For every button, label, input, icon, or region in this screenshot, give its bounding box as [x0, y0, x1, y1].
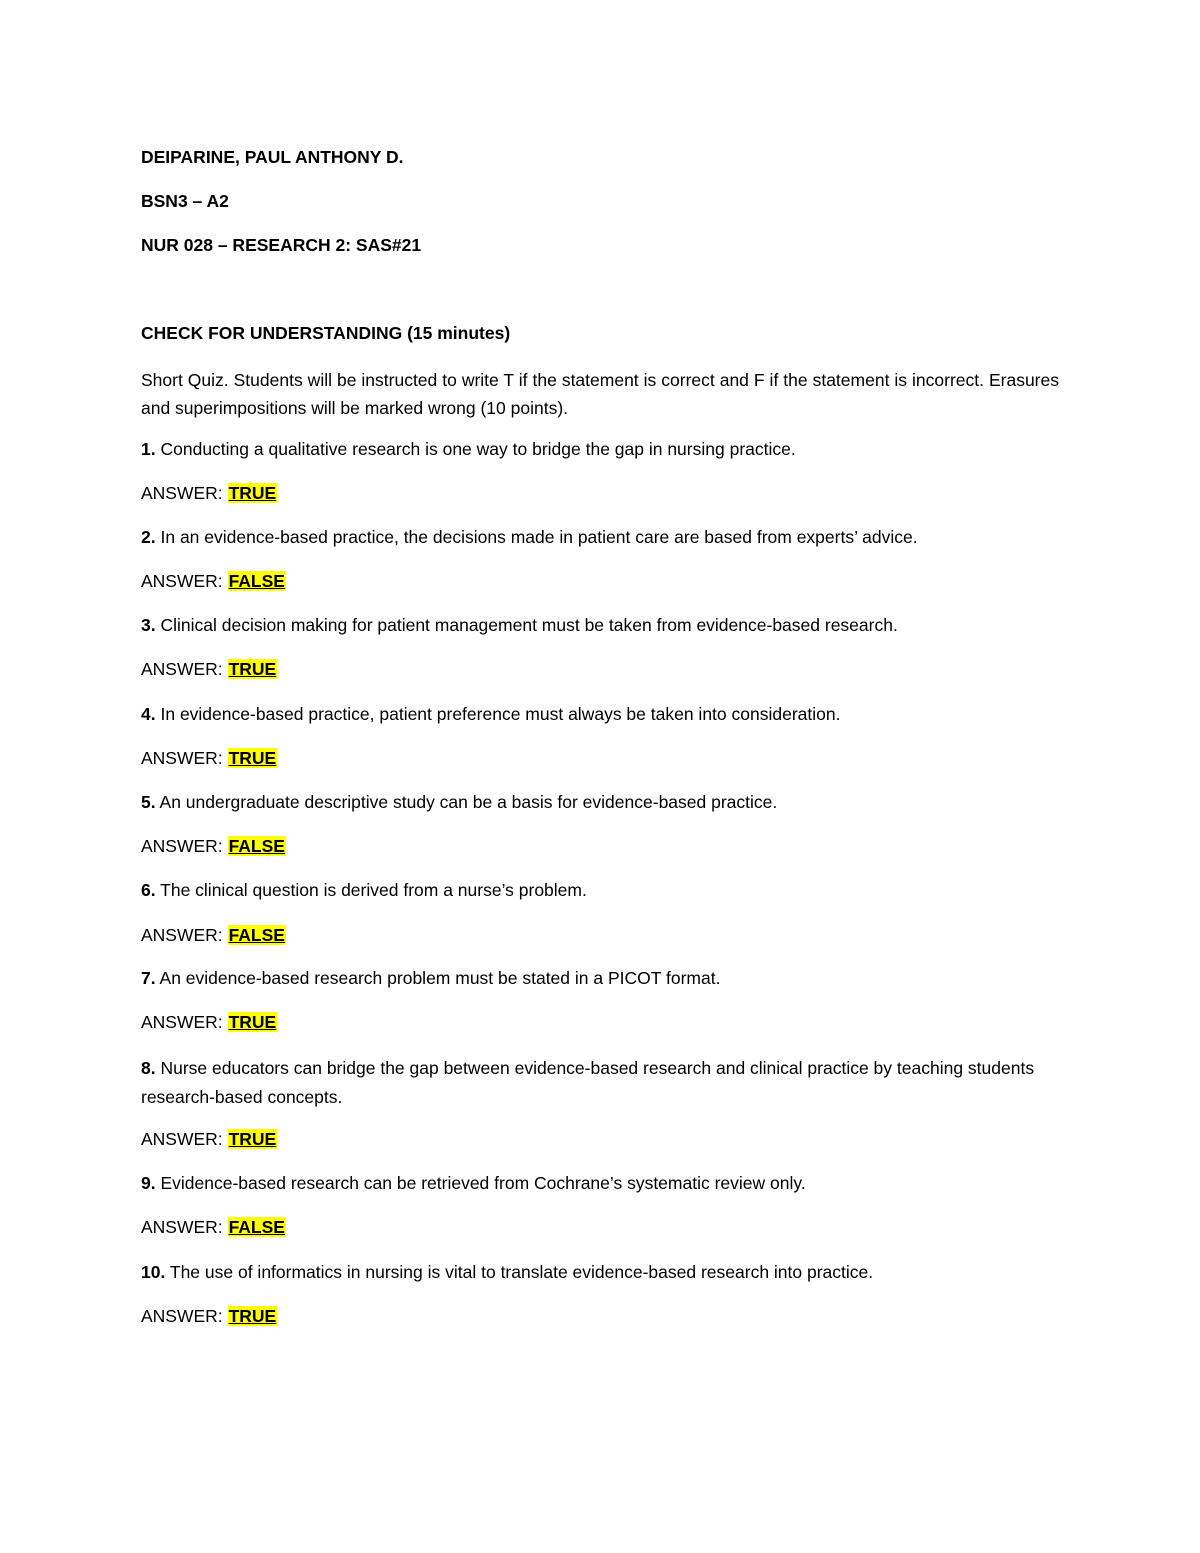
answer-label: ANSWER:: [141, 571, 223, 591]
answer-value: TRUE: [228, 1012, 277, 1032]
student-name: DEIPARINE, PAUL ANTHONY D.: [141, 147, 404, 167]
question-10: [141, 1261, 873, 1283]
question-number: 10.: [141, 1262, 166, 1282]
question-9: [141, 1172, 806, 1194]
answer-value: TRUE: [228, 1306, 277, 1326]
answer-label: ANSWER:: [141, 1129, 223, 1149]
section-code: BSN3 – A2: [141, 191, 229, 211]
question-number: 5.: [141, 792, 156, 812]
answer-label: ANSWER:: [141, 659, 223, 679]
question-3: [141, 614, 898, 636]
question-4: [141, 703, 840, 725]
question-text: An undergraduate descriptive study can be a basis for evidence-based practice.: [159, 792, 778, 812]
question-text: The clinical question is derived from a nurse’s problem.: [160, 880, 587, 900]
question-number: 9.: [141, 1173, 156, 1193]
question-number: 1.: [141, 439, 156, 459]
answer-value: TRUE: [228, 1129, 277, 1149]
answer-9: [141, 1216, 286, 1238]
answer-7: [141, 1011, 277, 1033]
section-heading: CHECK FOR UNDERSTANDING (15 minutes): [141, 323, 511, 343]
question-1: [141, 438, 796, 460]
answer-value: FALSE: [228, 1217, 285, 1237]
answer-8: [141, 1128, 277, 1150]
answer-label: ANSWER:: [141, 925, 223, 945]
question-number: 8.: [141, 1058, 156, 1078]
answer-1: [141, 482, 277, 504]
question-text: In evidence-based practice, patient preference must always be taken into consideration.: [160, 704, 841, 724]
answer-label: ANSWER:: [141, 1306, 223, 1326]
answer-3: [141, 658, 277, 680]
question-text: Conducting a qualitative research is one way to bridge the gap in nursing practice.: [160, 439, 796, 459]
answer-label: ANSWER:: [141, 836, 223, 856]
answer-label: ANSWER:: [141, 1217, 223, 1237]
answer-5: [141, 835, 286, 857]
question-6: [141, 879, 587, 901]
question-text: An evidence-based research problem must be stated in a PICOT format.: [159, 968, 721, 988]
question-5: [141, 791, 777, 813]
question-2: [141, 526, 918, 548]
question-number: 2.: [141, 527, 156, 547]
answer-value: TRUE: [228, 483, 277, 503]
answer-label: ANSWER:: [141, 1012, 223, 1032]
answer-value: TRUE: [228, 659, 277, 679]
answer-label: ANSWER:: [141, 748, 223, 768]
question-number: 4.: [141, 704, 156, 724]
answer-4: [141, 747, 277, 769]
question-8: [141, 1054, 1066, 1112]
answer-label: ANSWER:: [141, 483, 223, 503]
answer-10: [141, 1305, 277, 1327]
question-number: 7.: [141, 968, 156, 988]
answer-value: TRUE: [228, 748, 277, 768]
question-text: The use of informatics in nursing is vital to translate evidence-based research into practice.: [169, 1262, 874, 1282]
answer-value: FALSE: [228, 925, 285, 945]
question-text: Evidence-based research can be retrieved from Cochrane’s systematic review only.: [160, 1173, 806, 1193]
question-7: [141, 967, 720, 989]
answer-2: [141, 570, 286, 592]
question-number: 6.: [141, 880, 156, 900]
answer-6: [141, 924, 286, 946]
question-text: Clinical decision making for patient management must be taken from evidence-based research.: [160, 615, 898, 635]
quiz-instructions: Short Quiz. Students will be instructed to write T if the statement is correct and F if the statement is incorrect. Erasures and superimpositions will be marked wrong (10 points).: [141, 370, 1059, 418]
answer-value: FALSE: [228, 836, 285, 856]
question-text: In an evidence-based practice, the decisions made in patient care are based from experts’ advice.: [160, 527, 918, 547]
question-text: Nurse educators can bridge the gap between evidence-based research and clinical practice by teaching students research-based concepts.: [141, 1058, 1035, 1107]
question-number: 3.: [141, 615, 156, 635]
answer-value: FALSE: [228, 571, 285, 591]
course-title: NUR 028 – RESEARCH 2: SAS#21: [141, 235, 422, 255]
